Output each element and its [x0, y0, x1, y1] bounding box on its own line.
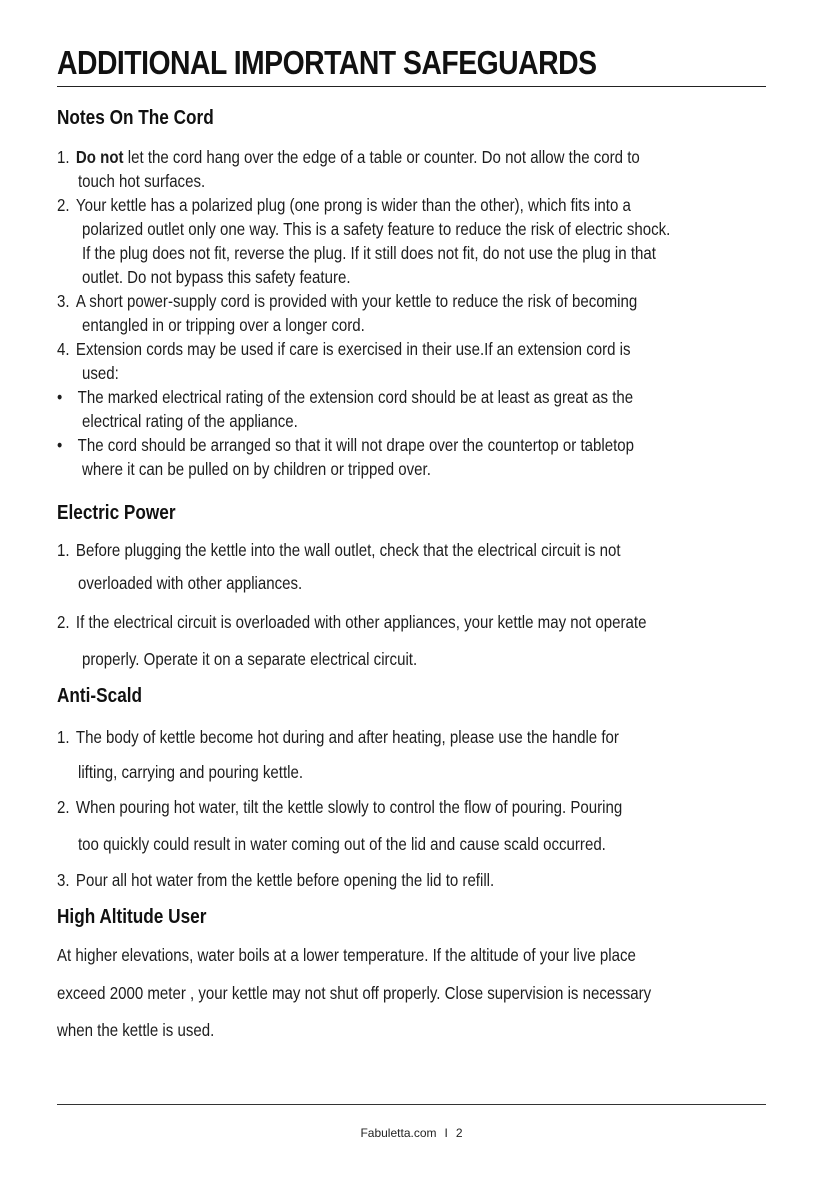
power-item-2-line-2: properly. Operate it on a separate electrical circuit. [82, 649, 418, 669]
bullet-text: The cord should be arranged so that it will not drape over the countertop or tabletop [77, 435, 635, 455]
scald-item-1-line-2: lifting, carrying and pouring kettle. [78, 762, 304, 782]
list-text: The body of kettle become hot during and after heating, please use the handle for [75, 727, 619, 747]
scald-item-1-line-1 [57, 727, 619, 748]
section-heading-cord: Notes On The Cord [57, 107, 214, 129]
list-number: 1. [57, 147, 70, 167]
list-number: 2. [57, 612, 70, 632]
list-text: Your kettle has a polarized plug (one prong is wider than the other), which fits into a [75, 195, 631, 215]
cord-item-2-line-3: If the plug does not fit, reverse the plug. If it still does not fit, do not use the plug in that [82, 243, 656, 263]
footer-divider [57, 1104, 766, 1105]
power-item-1-line-2: overloaded with other appliances. [78, 573, 303, 593]
cord-item-2-line-1 [57, 195, 631, 216]
title-divider [57, 86, 766, 87]
cord-item-1-line-2: touch hot surfaces. [78, 171, 206, 191]
page-title: ADDITIONAL IMPORTANT SAFEGUARDS [57, 44, 597, 81]
cord-item-4-line-1 [57, 339, 631, 360]
list-number: 2. [57, 797, 70, 817]
list-number: 3. [57, 291, 70, 311]
cord-item-2-line-4: outlet. Do not bypass this safety feature. [82, 267, 351, 287]
cord-item-2-line-2: polarized outlet only one way. This is a safety feature to reduce the risk of electric shock. [82, 219, 671, 239]
list-text: A short power-supply cord is provided with your kettle to reduce the risk of becoming [75, 291, 638, 311]
list-text: If the electrical circuit is overloaded with other appliances, your kettle may not operate [75, 612, 647, 632]
altitude-paragraph-line-1: At higher elevations, water boils at a lower temperature. If the altitude of your live place [57, 945, 636, 965]
list-number: 1. [57, 540, 70, 560]
list-number: 4. [57, 339, 70, 359]
section-heading-altitude: High Altitude User [57, 906, 207, 928]
emphasis-text: Do not [75, 147, 124, 167]
power-item-1-line-1 [57, 540, 621, 561]
cord-item-3-line-2: entangled in or tripping over a longer cord. [82, 315, 365, 335]
cord-item-1-line-1 [57, 147, 640, 168]
cord-item-3-line-1 [57, 291, 637, 312]
bullet-text: The marked electrical rating of the extension cord should be at least as great as the [77, 387, 634, 407]
list-text: Pour all hot water from the kettle before opening the lid to refill. [75, 870, 495, 890]
list-text: When pouring hot water, tilt the kettle slowly to control the flow of pouring. Pouring [75, 797, 623, 817]
cord-bullet-1-line-1 [57, 387, 633, 408]
footer-site: Fabuletta.com [360, 1126, 437, 1140]
cord-bullet-2-line-2: where it can be pulled on by children or tripped over. [82, 459, 431, 479]
list-number: 1. [57, 727, 70, 747]
section-heading-scald: Anti-Scald [57, 685, 143, 707]
list-number: 2. [57, 195, 70, 215]
page-footer [0, 1126, 823, 1140]
cord-bullet-2-line-1 [57, 435, 634, 456]
section-heading-power: Electric Power [57, 502, 176, 524]
cord-item-4-line-2: used: [82, 363, 119, 383]
altitude-paragraph-line-2: exceed 2000 meter , your kettle may not shut off properly. Close supervision is necessary [57, 983, 652, 1003]
scald-item-3-line-1 [57, 870, 494, 891]
bullet-marker: • [57, 435, 63, 455]
footer-separator: I [444, 1126, 448, 1140]
list-text: Extension cords may be used if care is exercised in their use.If an extension cord is [75, 339, 631, 359]
list-text: Before plugging the kettle into the wall outlet, check that the electrical circuit is not [75, 540, 621, 560]
list-number: 3. [57, 870, 70, 890]
list-text: let the cord hang over the edge of a table or counter. Do not allow the cord to [123, 147, 640, 167]
page-number: 2 [455, 1126, 463, 1140]
cord-bullet-1-line-2: electrical rating of the appliance. [82, 411, 298, 431]
power-item-2-line-1 [57, 612, 646, 633]
bullet-marker: • [57, 387, 63, 407]
scald-item-2-line-2: too quickly could result in water coming out of the lid and cause scald occurred. [78, 834, 606, 854]
scald-item-2-line-1 [57, 797, 622, 818]
altitude-paragraph-line-3: when the kettle is used. [57, 1020, 215, 1040]
